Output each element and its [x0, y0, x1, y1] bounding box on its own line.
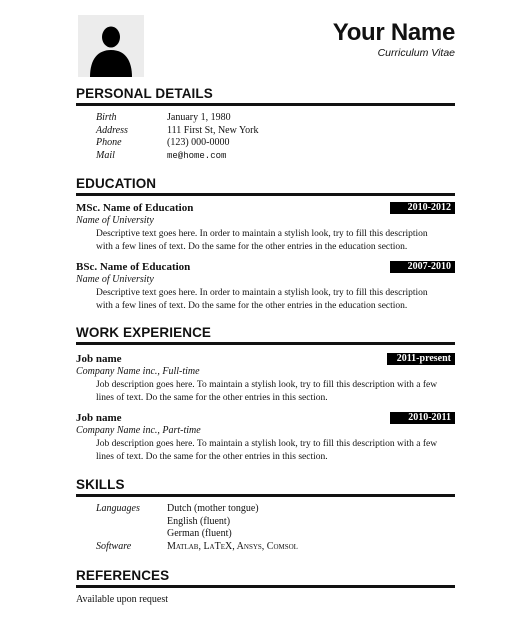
detail-label: Address: [96, 124, 128, 136]
date-badge: 2007-2010: [390, 261, 455, 273]
detail-row-phone: [96, 137, 259, 150]
section-skills: [76, 477, 455, 497]
profile-photo: [78, 15, 144, 77]
cv-subtitle: Curriculum Vitae: [377, 47, 455, 59]
entry-org: Name of University: [76, 215, 154, 226]
desc-line: with a few lines of text. Do the same for the other entries in the education section.: [96, 300, 408, 311]
section-rule: [76, 585, 455, 588]
date-badge: 2011-present: [387, 353, 455, 365]
entry-org: Name of University: [76, 274, 154, 285]
desc-line: lines of text. Do the same for the other entries in this section.: [96, 392, 328, 403]
section-title: REFERENCES: [76, 568, 170, 583]
language-item: Dutch (mother tongue): [167, 503, 259, 514]
entry-title: BSc. Name of Education: [76, 261, 191, 273]
detail-label: Phone: [96, 137, 122, 148]
date-badge: 2010-2011: [390, 412, 455, 424]
language-item: English (fluent): [167, 515, 231, 527]
job-entry: [76, 411, 455, 463]
person-silhouette-icon: [78, 15, 144, 77]
skill-row-languages: [96, 503, 298, 541]
skill-label: Languages: [96, 503, 140, 514]
section-rule: [76, 342, 455, 345]
entry-title: Job name: [76, 353, 122, 365]
detail-value: (123) 000-0000: [167, 137, 230, 148]
section-rule: [76, 494, 455, 497]
entry-description: [96, 287, 455, 312]
detail-value: January 1, 1980: [167, 112, 231, 123]
section-references: [76, 568, 455, 588]
skills-list: [96, 503, 298, 553]
entry-description: [96, 438, 455, 463]
skill-row-software: [96, 541, 298, 554]
section-work-experience: [76, 325, 455, 345]
section-title: EDUCATION: [76, 176, 157, 191]
personal-details-list: [96, 112, 259, 162]
desc-line: Job description goes here. To maintain a stylish look, try to fill this description with a few: [96, 439, 438, 449]
desc-line: with a few lines of text. Do the same for the other entries in the education section.: [96, 241, 408, 252]
education-entry: [76, 260, 455, 312]
software-list: Matlab, LaTeX, Ansys, Comsol: [167, 540, 298, 552]
desc-line: Job description goes here. To maintain a stylish look, try to fill this description with a few: [96, 380, 438, 390]
language-item: German (fluent): [167, 528, 232, 539]
entry-description: [96, 228, 455, 253]
entry-description: [96, 379, 455, 404]
education-entry: [76, 201, 455, 253]
detail-value: 111 First St, New York: [167, 124, 259, 136]
email-link[interactable]: me@home.com: [167, 150, 227, 161]
detail-label: Birth: [96, 112, 117, 123]
section-personal-details: [76, 86, 455, 106]
section-title: PERSONAL DETAILS: [76, 86, 213, 101]
job-entry: [76, 352, 455, 404]
cv-name: Your Name: [332, 19, 455, 46]
skill-label: Software: [96, 540, 132, 552]
detail-row-mail: [96, 150, 259, 163]
detail-label: Mail: [96, 149, 115, 161]
entry-title: Job name: [76, 412, 122, 424]
desc-line: Descriptive text goes here. In order to maintain a stylish look, try to fill this description: [96, 229, 428, 239]
entry-title: MSc. Name of Education: [76, 202, 194, 214]
desc-line: Descriptive text goes here. In order to maintain a stylish look, try to fill this description: [96, 288, 428, 298]
detail-row-address: [96, 125, 259, 138]
section-rule: [76, 103, 455, 106]
detail-row-birth: [96, 112, 259, 125]
section-education: [76, 176, 455, 196]
section-rule: [76, 193, 455, 196]
date-badge: 2010-2012: [390, 202, 455, 214]
desc-line: lines of text. Do the same for the other entries in this section.: [96, 451, 328, 462]
section-title: SKILLS: [76, 477, 125, 492]
entry-org: Company Name inc., Full-time: [76, 366, 200, 377]
entry-org: Company Name inc., Part-time: [76, 425, 201, 436]
section-title: WORK EXPERIENCE: [76, 325, 212, 340]
references-text: Available upon request: [76, 594, 169, 605]
